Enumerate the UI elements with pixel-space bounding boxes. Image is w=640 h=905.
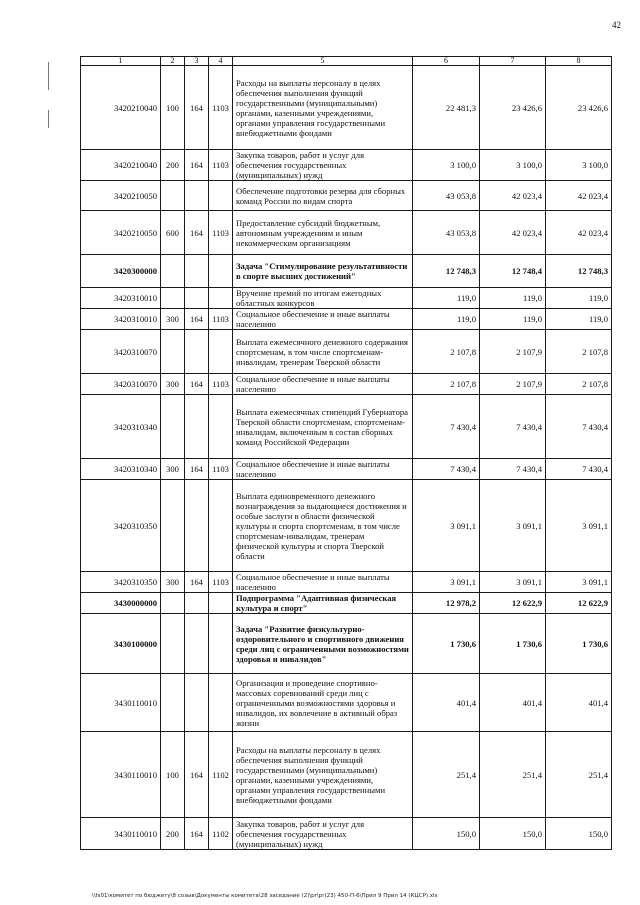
description-cell: Расходы на выплаты персоналу в целях обеспечения выполнения функций государственными (муниципальными) органами, казенными учреждениями, органами управления государственными внебюджетными фондами — [233, 66, 413, 150]
kcsr-code-cell: 3420310340 — [81, 459, 161, 480]
expense-type-cell: 300 — [161, 309, 185, 330]
value-year1-cell: 22 481,3 — [413, 66, 480, 150]
value-year1-cell: 3 091,1 — [413, 480, 480, 572]
expense-type-cell — [161, 395, 185, 459]
description-cell: Закупка товаров, работ и услуг для обеспечения государственных (муниципальных) нужд — [233, 818, 413, 850]
expense-type-cell — [161, 181, 185, 211]
table-row — [81, 593, 612, 614]
expense-type-cell — [161, 255, 185, 288]
description-cell: Обеспечение подготовки резерва для сборных команд России по видам спорта — [233, 181, 413, 211]
value-year3-cell: 3 091,1 — [546, 480, 612, 572]
section-code-cell: 1103 — [209, 309, 233, 330]
ministry-code-cell: 164 — [185, 150, 209, 181]
description-cell: Подпрограмма "Адаптивная физическая культура и спорт" — [233, 593, 413, 614]
column-header: 2 — [161, 57, 185, 66]
value-year1-cell: 43 053,8 — [413, 211, 480, 255]
column-header: 8 — [546, 57, 612, 66]
value-year3-cell: 401,4 — [546, 674, 612, 732]
value-year3-cell: 42 023,4 — [546, 181, 612, 211]
value-year1-cell: 12 978,2 — [413, 593, 480, 614]
expense-type-cell — [161, 674, 185, 732]
kcsr-code-cell: 3420310070 — [81, 374, 161, 395]
value-year1-cell: 7 430,4 — [413, 459, 480, 480]
section-code-cell: 1102 — [209, 818, 233, 850]
table-row — [81, 150, 612, 181]
description-cell: Выплата единовременного денежного вознаграждения за выдающиеся достижения и особые заслуги в области физической культуры и спорта спортсменам, в том числе спортсменам-инвалидам, тренерам физической культуры и спорта Тверской области — [233, 480, 413, 572]
ministry-code-cell: 164 — [185, 459, 209, 480]
value-year1-cell: 1 730,6 — [413, 614, 480, 674]
value-year3-cell: 251,4 — [546, 732, 612, 818]
table-row — [81, 572, 612, 593]
value-year1-cell: 43 053,8 — [413, 181, 480, 211]
expense-type-cell: 300 — [161, 374, 185, 395]
description-cell: Вручение премий по итогам ежегодных областных конкурсов — [233, 288, 413, 309]
description-cell: Социальное обеспечение и иные выплаты населению — [233, 374, 413, 395]
kcsr-code-cell: 3420210050 — [81, 181, 161, 211]
description-cell: Задача "Стимулирование результативности в спорте высших достижений" — [233, 255, 413, 288]
expense-type-cell — [161, 480, 185, 572]
ministry-code-cell — [185, 674, 209, 732]
kcsr-code-cell: 3420300000 — [81, 255, 161, 288]
expense-type-cell — [161, 614, 185, 674]
value-year3-cell: 12 622,9 — [546, 593, 612, 614]
value-year3-cell: 23 426,6 — [546, 66, 612, 150]
description-cell: Закупка товаров, работ и услуг для обеспечения государственных (муниципальных) нужд — [233, 150, 413, 181]
column-header: 7 — [480, 57, 546, 66]
value-year1-cell: 119,0 — [413, 309, 480, 330]
kcsr-code-cell: 3430110010 — [81, 732, 161, 818]
scan-margin-mark — [48, 110, 49, 128]
ministry-code-cell — [185, 288, 209, 309]
value-year3-cell: 119,0 — [546, 309, 612, 330]
value-year2-cell: 7 430,4 — [480, 395, 546, 459]
kcsr-code-cell: 3430110010 — [81, 818, 161, 850]
ministry-code-cell — [185, 330, 209, 374]
kcsr-code-cell: 3420310010 — [81, 288, 161, 309]
ministry-code-cell — [185, 614, 209, 674]
page-number: 42 — [612, 20, 621, 30]
value-year2-cell: 23 426,6 — [480, 66, 546, 150]
file-path-footer: \\fs01\комитет по бюджету\8 созыв\Документы комитета\28 заседание (2)\pr\pr(23) 450-П-6\Прил 9 Прил 14 (КЦСР).xls — [92, 893, 438, 899]
table-row — [81, 732, 612, 818]
kcsr-code-cell: 3430110010 — [81, 674, 161, 732]
expense-type-cell: 600 — [161, 211, 185, 255]
value-year3-cell: 7 430,4 — [546, 395, 612, 459]
kcsr-code-cell: 3430100000 — [81, 614, 161, 674]
ministry-code-cell — [185, 255, 209, 288]
kcsr-code-cell: 3420310070 — [81, 330, 161, 374]
kcsr-code-cell: 3420310350 — [81, 480, 161, 572]
value-year1-cell: 150,0 — [413, 818, 480, 850]
kcsr-code-cell: 3420310010 — [81, 309, 161, 330]
header-row — [81, 57, 612, 66]
expense-type-cell: 300 — [161, 459, 185, 480]
description-cell: Расходы на выплаты персоналу в целях обеспечения выполнения функций государственными (муниципальными) органами, казенными учреждениями, органами управления государственными внебюджетными фондами — [233, 732, 413, 818]
value-year3-cell: 1 730,6 — [546, 614, 612, 674]
value-year2-cell: 42 023,4 — [480, 181, 546, 211]
value-year2-cell: 401,4 — [480, 674, 546, 732]
value-year2-cell: 3 091,1 — [480, 572, 546, 593]
section-code-cell — [209, 330, 233, 374]
value-year3-cell: 150,0 — [546, 818, 612, 850]
ministry-code-cell — [185, 593, 209, 614]
ministry-code-cell: 164 — [185, 374, 209, 395]
column-header: 1 — [81, 57, 161, 66]
table-row — [81, 480, 612, 572]
section-code-cell — [209, 593, 233, 614]
value-year2-cell: 12 748,4 — [480, 255, 546, 288]
description-cell: Социальное обеспечение и иные выплаты населению — [233, 309, 413, 330]
column-header: 6 — [413, 57, 480, 66]
ministry-code-cell: 164 — [185, 66, 209, 150]
value-year3-cell: 119,0 — [546, 288, 612, 309]
value-year1-cell: 3 091,1 — [413, 572, 480, 593]
value-year3-cell: 3 100,0 — [546, 150, 612, 181]
value-year3-cell: 7 430,4 — [546, 459, 612, 480]
value-year2-cell: 119,0 — [480, 309, 546, 330]
value-year1-cell: 12 748,3 — [413, 255, 480, 288]
ministry-code-cell — [185, 181, 209, 211]
kcsr-code-cell: 3420210040 — [81, 66, 161, 150]
kcsr-code-cell: 3430000000 — [81, 593, 161, 614]
section-code-cell — [209, 288, 233, 309]
table-row — [81, 255, 612, 288]
ministry-code-cell: 164 — [185, 211, 209, 255]
ministry-code-cell: 164 — [185, 309, 209, 330]
table-row — [81, 66, 612, 150]
table-row — [81, 211, 612, 255]
value-year1-cell: 401,4 — [413, 674, 480, 732]
value-year3-cell: 12 748,3 — [546, 255, 612, 288]
value-year2-cell: 2 107,9 — [480, 374, 546, 395]
section-code-cell — [209, 674, 233, 732]
column-header: 3 — [185, 57, 209, 66]
expense-type-cell — [161, 593, 185, 614]
expense-type-cell: 100 — [161, 66, 185, 150]
value-year2-cell: 2 107,9 — [480, 330, 546, 374]
ministry-code-cell: 164 — [185, 732, 209, 818]
column-header: 5 — [233, 57, 413, 66]
ministry-code-cell — [185, 480, 209, 572]
value-year1-cell: 3 100,0 — [413, 150, 480, 181]
value-year1-cell: 7 430,4 — [413, 395, 480, 459]
expense-type-cell — [161, 330, 185, 374]
column-header: 4 — [209, 57, 233, 66]
table-row — [81, 288, 612, 309]
section-code-cell: 1102 — [209, 732, 233, 818]
section-code-cell: 1103 — [209, 66, 233, 150]
value-year2-cell: 251,4 — [480, 732, 546, 818]
value-year2-cell: 3 091,1 — [480, 480, 546, 572]
description-cell: Организация и проведение спортивно-массовых соревнований среди лиц с ограниченными возможностями здоровья и инвалидов, их вовлечение в активный образ жизни — [233, 674, 413, 732]
description-cell: Выплата ежемесячного денежного содержания спортсменам, в том числе спортсменам-инвалидам, тренерам Тверской области — [233, 330, 413, 374]
kcsr-code-cell: 3420310340 — [81, 395, 161, 459]
table-row — [81, 818, 612, 850]
description-cell: Выплата ежемесячных стипендий Губернатора Тверской области спортсменам, спортсменам-инвалидам, включенным в состав сборных команд Российской Федерации — [233, 395, 413, 459]
description-cell: Социальное обеспечение и иные выплаты населению — [233, 572, 413, 593]
kcsr-code-cell: 3420210050 — [81, 211, 161, 255]
expense-type-cell: 200 — [161, 818, 185, 850]
section-code-cell — [209, 395, 233, 459]
value-year1-cell: 2 107,8 — [413, 374, 480, 395]
value-year2-cell: 1 730,6 — [480, 614, 546, 674]
kcsr-code-cell: 3420210040 — [81, 150, 161, 181]
ministry-code-cell — [185, 395, 209, 459]
section-code-cell — [209, 614, 233, 674]
value-year3-cell: 2 107,8 — [546, 374, 612, 395]
section-code-cell: 1103 — [209, 150, 233, 181]
section-code-cell: 1103 — [209, 374, 233, 395]
value-year2-cell: 42 023,4 — [480, 211, 546, 255]
value-year1-cell: 119,0 — [413, 288, 480, 309]
value-year3-cell: 42 023,4 — [546, 211, 612, 255]
section-code-cell: 1103 — [209, 211, 233, 255]
table-row — [81, 614, 612, 674]
value-year2-cell: 150,0 — [480, 818, 546, 850]
table-row — [81, 395, 612, 459]
section-code-cell: 1103 — [209, 572, 233, 593]
value-year2-cell: 3 100,0 — [480, 150, 546, 181]
table-row — [81, 309, 612, 330]
description-cell: Социальное обеспечение и иные выплаты населению — [233, 459, 413, 480]
value-year1-cell: 2 107,8 — [413, 330, 480, 374]
expense-type-cell: 300 — [161, 572, 185, 593]
scan-margin-mark — [48, 62, 49, 90]
expense-type-cell — [161, 288, 185, 309]
value-year3-cell: 3 091,1 — [546, 572, 612, 593]
table-row — [81, 374, 612, 395]
value-year2-cell: 119,0 — [480, 288, 546, 309]
section-code-cell — [209, 255, 233, 288]
budget-table — [80, 56, 612, 850]
value-year2-cell: 12 622,9 — [480, 593, 546, 614]
value-year1-cell: 251,4 — [413, 732, 480, 818]
ministry-code-cell: 164 — [185, 818, 209, 850]
table-row — [81, 330, 612, 374]
description-cell: Задача "Развитие физкультурно-оздоровительного и спортивного движения среди лиц с ограниченными возможностями здоровья и инвалидов" — [233, 614, 413, 674]
expense-type-cell: 200 — [161, 150, 185, 181]
table-row — [81, 674, 612, 732]
ministry-code-cell: 164 — [185, 572, 209, 593]
table-row — [81, 181, 612, 211]
expense-type-cell: 100 — [161, 732, 185, 818]
description-cell: Предоставление субсидий бюджетным, автономным учреждениям и иным некоммерческим организациям — [233, 211, 413, 255]
value-year2-cell: 7 430,4 — [480, 459, 546, 480]
value-year3-cell: 2 107,8 — [546, 330, 612, 374]
section-code-cell: 1103 — [209, 459, 233, 480]
section-code-cell — [209, 181, 233, 211]
kcsr-code-cell: 3420310350 — [81, 572, 161, 593]
section-code-cell — [209, 480, 233, 572]
table-row — [81, 459, 612, 480]
